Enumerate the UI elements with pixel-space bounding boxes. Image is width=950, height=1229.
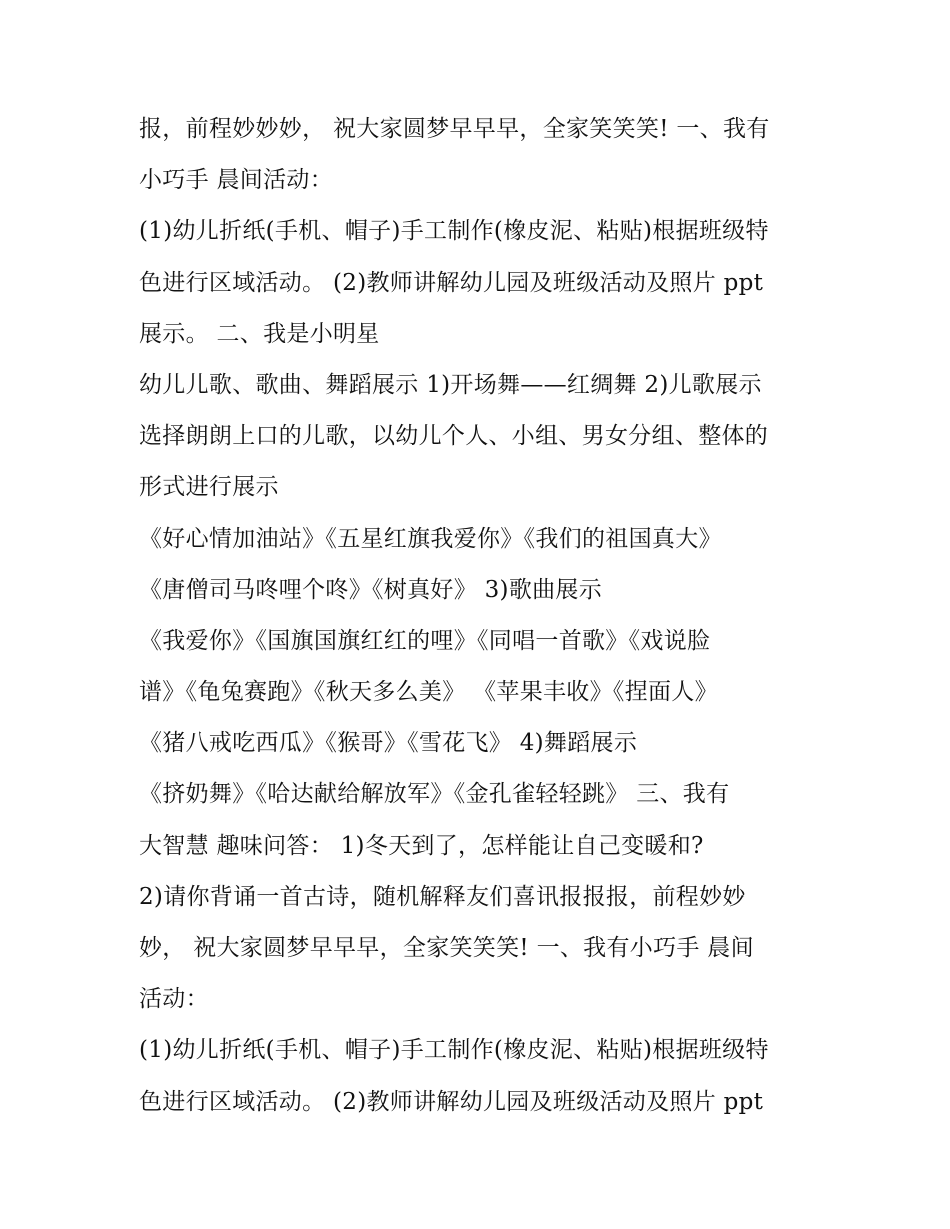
text-line: 色进行区域活动。 (2)教师讲解幼儿园及班级活动及照片 ppt [139,1088,764,1115]
text-line: 小巧手 晨间活动： [139,167,334,194]
text-line: 《挤奶舞》《哈达献给解放军》《金孔雀轻轻跳》 三、我有 [139,781,730,808]
text-line: 谱》《龟兔赛跑》《秋天多么美》 《苹果丰收》《捏面人》 [139,679,718,706]
text-line: 《我爱你》《国旗国旗红红的哩》《同唱一首歌》《戏说脸 [139,627,711,654]
text-line: 2)请你背诵一首古诗，随机解释友们喜讯报报报，前程妙妙 [139,883,746,910]
text-line: 形式进行展示 [139,474,279,501]
text-line: 色进行区域活动。 (2)教师讲解幼儿园及班级活动及照片 ppt [139,269,764,296]
text-line: (1)幼儿折纸(手机、帽子)手工制作(橡皮泥、粘贴)根据班级特 [139,1037,769,1064]
text-line: 《唐僧司马咚哩个咚》《树真好》 3)歌曲展示 [139,576,603,603]
document-body [139,104,829,1128]
text-line: 活动： [139,986,209,1013]
text-line: 大智慧 趣味问答： 1)冬天到了，怎样能让自己变暖和? [139,832,704,859]
text-line: 妙， 祝大家圆梦早早早，全家笑笑笑! 一、我有小巧手 晨间 [139,935,754,961]
text-line: 《好心情加油站》《五星红旗我爱你》《我们的祖国真大》 [139,525,722,552]
text-line: 展示。 二、我是小明星 [139,320,380,347]
text-line: (1)幼儿折纸(手机、帽子)手工制作(橡皮泥、粘贴)根据班级特 [139,218,769,245]
text-line: 选择朗朗上口的儿歌，以幼儿个人、小组、男女分组、整体的 [139,423,769,450]
text-line: 《猪八戒吃西瓜》《猴哥》《雪花飞》 4)舞蹈展示 [139,730,638,757]
text-line: 报，前程妙妙妙， 祝大家圆梦早早早，全家笑笑笑! 一、我有 [139,116,770,142]
text-line: 幼儿儿歌、歌曲、舞蹈展示 1)开场舞——红绸舞 2)儿歌展示 [139,371,762,398]
